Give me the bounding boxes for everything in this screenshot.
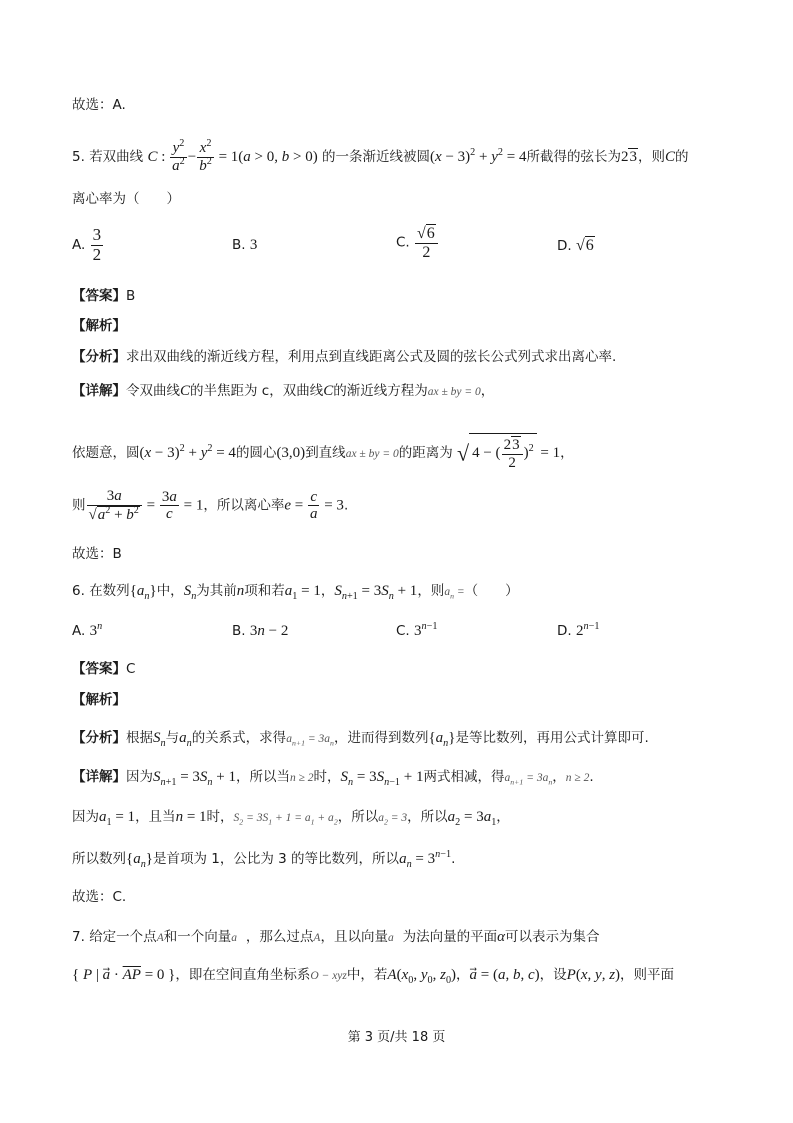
prev-answer: 故选：A. [72, 97, 126, 113]
q5-stem-line2: 离心率为（ ） [72, 191, 180, 207]
q6-option-c: C. $3^{n-1}$ [396, 621, 438, 639]
q5-detail-line1: 【详解】令双曲线C的半焦距为 c，双曲线C的渐近线方程为ax ± by = 0， [72, 383, 495, 399]
q5-answer: 【答案】B [72, 288, 136, 304]
q5-detail-line2: 依题意，圆$(x - 3)^2 + y^2 = 4$的圆心(3,0)到直线ax ± by = 0的距离为 √ 4 − ( $\frac{23}{2}$ )$^2$ = 1， [72, 433, 574, 473]
fraction-y2-a2: $\frac{y^2}{a^2}$ [172, 138, 185, 174]
q5-option-b: B. 3 [232, 237, 258, 253]
q5-stem-line1: 5. 若双曲线 C : $\frac{y^2}{a^2}$ − $\frac{x^2}{b^2}$ = 1(a > 0, b > 0) 的一条渐近线被圆$(x - 3)^2 + y^2 = 4$所截得的弦长为23，则C的 [72, 138, 689, 174]
page-footer: 第 3 页/共 18 页 [347, 1030, 446, 1045]
q6-fenxi: 【分析】根据$S_n$与$a_n$的关系式，求得$a_{n+1} = 3a_n$，进而得到数列$\{a_n\}$是等比数列，再用公式计算即可. [72, 730, 649, 749]
q6-detail-line2: 因为$a_1 = 1$，且当n = 1时，$S_2 = 3S_1 + 1 = a_1 + a_2$，所以$a_2 = 3$，所以$a_2 = 3a_1$， [72, 809, 510, 828]
q7-stem-line2: { P | a⃗ · $\overline{AP} = 0$ }，即在空间直角坐标系O − xyz中，若$A(x_0$, $y_0$, $z_0$)，a⃗ = (a, b, c)，设P(x, y, z)，则平面 [72, 967, 675, 986]
q6-analysis-tag: 【解析】 [72, 692, 126, 708]
q6-number: 6. [72, 583, 85, 599]
q5-conclusion: 故选：B [72, 546, 122, 562]
q5-option-c: C. $\frac{√6}{2}$ [396, 224, 439, 261]
fraction-x2-b2: $\frac{x^2}{b^2}$ [199, 138, 212, 174]
q6-detail-line3: 所以数列$\{a_n\}$是首项为 1，公比为 3 的等比数列，所以$a_n = 3^{n-1}$. [72, 849, 456, 870]
q5-number: 5. [72, 149, 85, 165]
q7-number: 7. [72, 929, 85, 945]
q5-analysis-tag: 【解析】 [72, 318, 126, 334]
q6-answer: 【答案】C [72, 661, 136, 677]
q6-conclusion: 故选：C. [72, 889, 127, 905]
q6-option-d: D. $2^{n-1}$ [557, 621, 600, 639]
q6-option-b: B. 3n − 2 [232, 623, 289, 639]
q5-option-a: A. $\frac{3}{2}$ [72, 225, 102, 264]
q7-stem-line1: 7. 给定一个点A和一个向量a⃗，那么过点A，且以向量a⃗为法向量的平面α可以表示为集合 [72, 929, 600, 945]
q6-option-a: A. 3$^n$ [72, 621, 103, 639]
q6-detail-line1: 【详解】因为$S_{n+1} = 3S_n + 1$，所以当n ≥ 2时，$S_n = 3S_{n-1} + 1$两式相减，得$a_{n+1} = 3a_n$，n ≥ 2. [72, 769, 594, 788]
q5-fenxi: 【分析】求出双曲线的渐近线方程，利用点到直线距离公式及圆的弦长公式列式求出离心率. [72, 349, 617, 365]
q6-stem: 6. 在数列$\{a_n\}$中，$S_n$为其前n项和若$a_1 = 1$，$S_{n+1} = 3S_n + 1$，则$a_n$ =（ ） [72, 583, 519, 602]
q5-option-d: D. √6 [557, 237, 594, 254]
q5-detail-line3: 则 $\frac{3a}{√a^2 + b^2}$ = $\frac{3a}{c}$ = 1，所以离心率e = $\frac{c}{a}$ = 3. [72, 488, 349, 523]
